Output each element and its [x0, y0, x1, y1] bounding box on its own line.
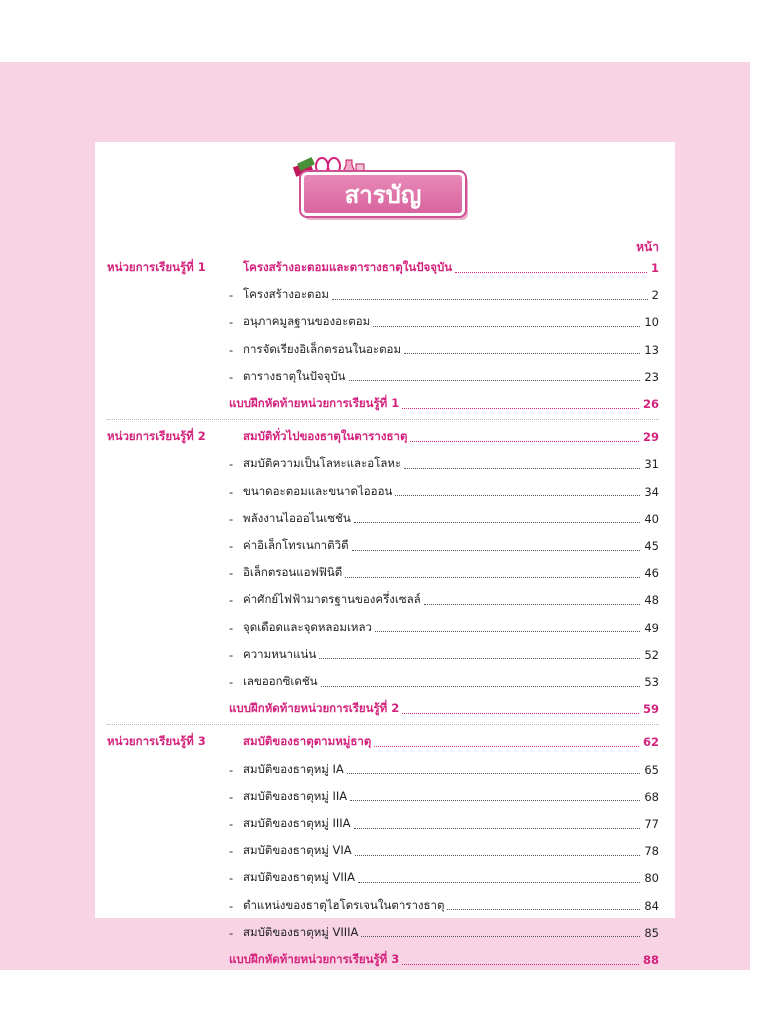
- item-title: เลขออกซิเดชัน: [243, 674, 318, 688]
- dot-leader: [374, 746, 639, 747]
- exercise-title: แบบฝึกหัดท้ายหน่วยการเรียนรู้ที่ 2: [229, 701, 400, 716]
- bullet-dash: -: [229, 566, 234, 581]
- page-number: 40: [644, 511, 659, 526]
- unit-title: โครงสร้างอะตอมและตารางธาตุในปัจจุบัน: [243, 260, 453, 274]
- toc-item-row[interactable]: [229, 367, 659, 387]
- dot-leader: [321, 686, 641, 687]
- bullet-dash: -: [229, 871, 234, 886]
- item-title: ตารางธาตุในปัจจุบัน: [243, 368, 346, 383]
- bullet-dash: -: [229, 511, 234, 526]
- item-title: สมบัติของธาตุหมู่ VIA: [243, 843, 352, 858]
- dot-leader: [455, 272, 647, 273]
- toc-item-row[interactable]: [229, 841, 659, 861]
- unit-number: หน่วยการเรียนรู้ที่ 1: [107, 260, 206, 274]
- exercise-title: แบบฝึกหัดท้ายหน่วยการเรียนรู้ที่ 3: [229, 952, 400, 966]
- toc-item-row[interactable]: [229, 645, 659, 665]
- page-number: 2: [651, 288, 659, 303]
- dot-leader: [402, 713, 639, 714]
- unit-separator: [107, 724, 659, 725]
- dot-leader: [358, 882, 640, 883]
- item-title: การจัดเรียงอิเล็กตรอนในอะตอม: [243, 341, 402, 356]
- page-number: 10: [644, 315, 659, 330]
- bullet-dash: -: [229, 539, 234, 553]
- bullet-dash: -: [229, 369, 234, 384]
- bullet-dash: -: [229, 817, 234, 831]
- page-title: สารบัญ: [301, 172, 465, 216]
- toc-item-row[interactable]: [229, 509, 659, 529]
- page-number: 84: [644, 898, 659, 913]
- page-number: 13: [644, 342, 659, 357]
- item-title: สมบัติของธาตุหมู่ IA: [243, 761, 344, 776]
- toc-item-row[interactable]: [229, 868, 659, 888]
- bullet-dash: -: [229, 457, 234, 472]
- page-number: 77: [644, 817, 659, 831]
- bullet-dash: -: [229, 789, 234, 804]
- item-title: สมบัติของธาตุหมู่ VIIA: [243, 870, 356, 885]
- dot-leader: [350, 800, 640, 801]
- toc-exercise-row[interactable]: [229, 394, 659, 414]
- dot-leader: [375, 631, 640, 632]
- dot-leader: [404, 353, 640, 354]
- bullet-dash: -: [229, 315, 234, 330]
- exercise-title: แบบฝึกหัดท้ายหน่วยการเรียนรู้ที่ 1: [229, 396, 400, 410]
- page-number: 65: [644, 762, 659, 777]
- page-number: 23: [644, 369, 659, 384]
- unit-number: หน่วยการเรียนรู้ที่ 2: [107, 429, 206, 444]
- page-number: 45: [644, 539, 659, 553]
- bullet-dash: -: [229, 762, 234, 777]
- toc-item-row[interactable]: [229, 787, 659, 807]
- dot-leader: [361, 936, 640, 937]
- toc-unit-row[interactable]: [107, 258, 659, 278]
- dot-leader: [447, 909, 640, 910]
- bullet-dash: -: [229, 342, 234, 357]
- page-number: 26: [642, 397, 659, 411]
- item-title: สมบัติของธาตุหมู่ IIIA: [243, 816, 351, 830]
- page-number: 88: [642, 953, 659, 967]
- item-title: จุดเดือดและจุดหลอมเหลว: [243, 619, 372, 634]
- item-title: ความหนาแน่น: [243, 646, 317, 661]
- toc-item-row[interactable]: [229, 672, 659, 692]
- page-number: 48: [644, 593, 659, 608]
- item-title: สมบัติของธาตุหมู่ VIIIA: [243, 924, 359, 939]
- bullet-dash: -: [229, 675, 234, 689]
- toc-exercise-row[interactable]: [229, 699, 659, 719]
- dot-leader: [355, 855, 641, 856]
- bullet-dash: -: [229, 898, 234, 913]
- page-number: 80: [644, 871, 659, 886]
- dot-leader: [349, 380, 641, 381]
- item-title: ขนาดอะตอมและขนาดไอออน: [243, 483, 393, 498]
- unit-number: หน่วยการเรียนรู้ที่ 3: [107, 734, 206, 749]
- dot-leader: [424, 604, 641, 605]
- page-number: 52: [644, 647, 659, 662]
- dot-leader: [402, 964, 639, 965]
- page-number: 49: [644, 620, 659, 635]
- toc-item-row[interactable]: [229, 618, 659, 638]
- toc-item-row[interactable]: [229, 590, 659, 610]
- item-title: โครงสร้างอะตอม: [243, 287, 329, 302]
- toc-item-row[interactable]: [229, 563, 659, 583]
- unit-separator: [107, 419, 659, 420]
- toc-item-row[interactable]: [229, 454, 659, 474]
- dot-leader: [347, 773, 641, 774]
- item-title: อนุภาคมูลฐานของอะตอม: [243, 314, 371, 329]
- page-number: 59: [642, 702, 659, 717]
- toc-item-row[interactable]: [229, 482, 659, 502]
- dot-leader: [354, 522, 641, 523]
- toc-page: [95, 142, 675, 967]
- toc-item-row[interactable]: [229, 312, 659, 332]
- dot-leader: [345, 577, 640, 578]
- item-title: ตำแหน่งของธาตุไฮโดรเจนในตารางธาตุ: [243, 897, 445, 912]
- page-column-heading: หน้า: [636, 240, 659, 254]
- bullet-dash: -: [229, 288, 234, 303]
- dot-leader: [373, 326, 640, 327]
- item-title: ค่าอิเล็กโทรเนกาติวิตี: [243, 538, 349, 552]
- page-number: 29: [642, 430, 659, 445]
- toc-item-row[interactable]: [229, 285, 659, 305]
- unit-title: สมบัติของธาตุตามหมู่ธาตุ: [243, 734, 372, 749]
- bullet-dash: -: [229, 593, 234, 608]
- dot-leader: [354, 828, 641, 829]
- page-number: 34: [644, 484, 659, 499]
- item-title: อิเล็กตรอนแอฟฟินิตี: [243, 565, 343, 580]
- page-number: 46: [644, 566, 659, 581]
- dot-leader: [352, 550, 641, 551]
- item-title: พลังงานไอออไนเซชัน: [243, 510, 351, 525]
- dot-leader: [404, 468, 640, 469]
- toc-item-row[interactable]: [229, 340, 659, 360]
- toc-item-row[interactable]: [229, 814, 659, 834]
- bullet-dash: -: [229, 925, 234, 940]
- bullet-dash: -: [229, 620, 234, 635]
- toc-item-row[interactable]: [229, 896, 659, 916]
- toc-item-row[interactable]: [229, 536, 659, 556]
- item-title: ค่าศักย์ไฟฟ้ามาตรฐานของครึ่งเซลล์: [243, 592, 421, 607]
- unit-title: สมบัติทั่วไปของธาตุในตารางธาตุ: [243, 429, 408, 444]
- dot-leader: [319, 658, 640, 659]
- page-number: 31: [644, 457, 659, 472]
- dot-leader: [332, 299, 648, 300]
- bullet-dash: -: [229, 484, 234, 499]
- toc-exercise-row[interactable]: [229, 950, 659, 970]
- bullet-dash: -: [229, 647, 234, 662]
- toc-item-row[interactable]: [229, 760, 659, 780]
- page-number: 85: [644, 925, 659, 940]
- item-title: สมบัติความเป็นโลหะและอโลหะ: [243, 456, 402, 471]
- dot-leader: [402, 408, 639, 409]
- item-title: สมบัติของธาตุหมู่ IIA: [243, 788, 348, 803]
- page-number: 68: [644, 789, 659, 804]
- dot-leader: [395, 495, 640, 496]
- page-number: 1: [650, 261, 659, 275]
- page-number: 53: [644, 675, 659, 689]
- toc-item-row[interactable]: [229, 923, 659, 943]
- page-number: 62: [642, 735, 659, 750]
- dot-leader: [410, 441, 639, 442]
- toc-unit-row[interactable]: [107, 732, 659, 752]
- page-number: 78: [644, 844, 659, 859]
- toc-unit-row[interactable]: [107, 427, 659, 447]
- bullet-dash: -: [229, 844, 234, 859]
